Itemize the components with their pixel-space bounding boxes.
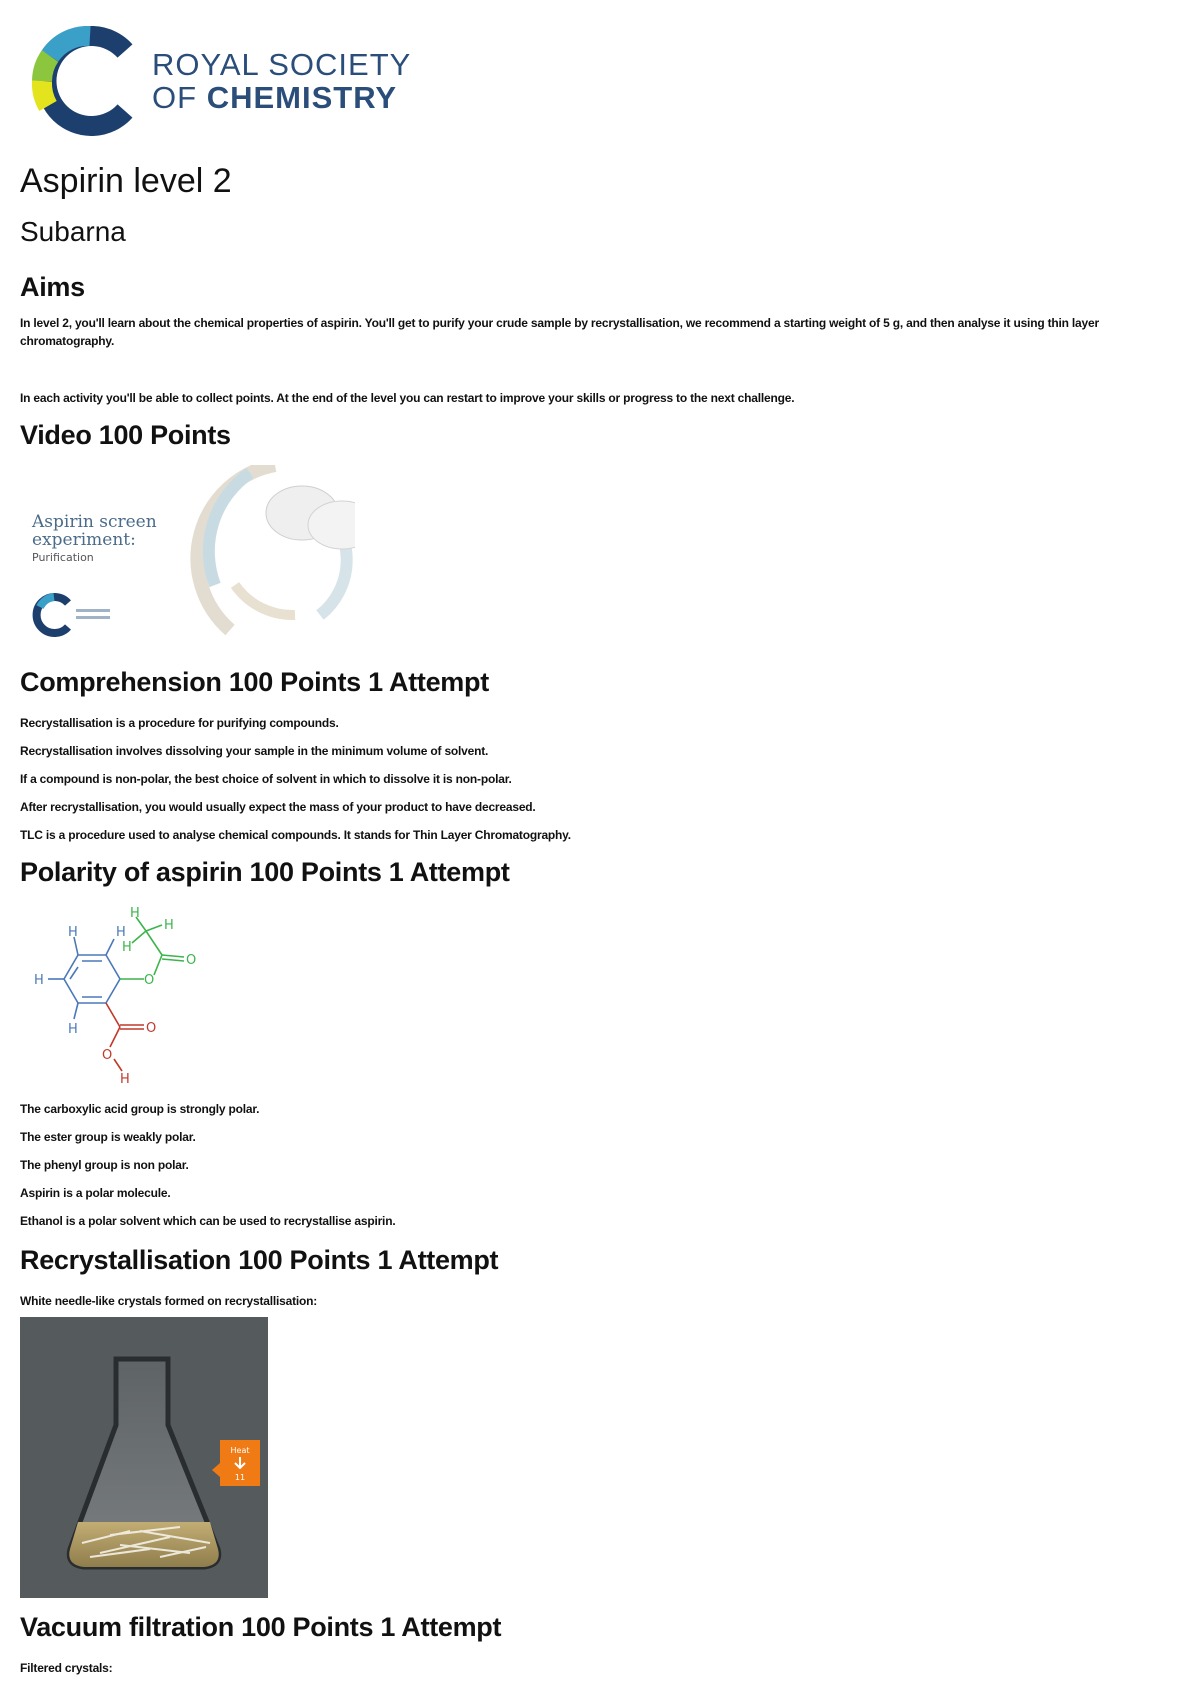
- vacuum-caption: Filtered crystals:: [20, 1661, 113, 1675]
- comprehension-heading: Comprehension 100 Points 1 Attempt: [20, 667, 489, 697]
- video-thumb-subtitle: Purification: [32, 551, 94, 564]
- comprehension-item: After recrystallisation, you would usually expect the mass of your product to have decreased.: [20, 800, 536, 814]
- comprehension-item: Recrystallisation involves dissolving your sample in the minimum volume of solvent.: [20, 744, 489, 758]
- polarity-heading: Polarity of aspirin 100 Points 1 Attempt: [20, 857, 510, 887]
- atom-o: O: [146, 1021, 157, 1036]
- video-thumb-title-line2: experiment:: [32, 530, 136, 550]
- page-title: Aspirin level 2: [20, 162, 232, 200]
- atom-o: O: [102, 1048, 113, 1063]
- rsc-logo: [30, 26, 430, 136]
- atom-h: H: [164, 918, 174, 933]
- recrystallisation-caption: White needle-like crystals formed on recrystallisation:: [20, 1294, 318, 1308]
- comprehension-item: If a compound is non-polar, the best choice of solvent in which to dissolve it is non-polar.: [20, 772, 512, 786]
- vacuum-heading: Vacuum filtration 100 Points 1 Attempt: [20, 1612, 502, 1642]
- logo-org-bold: CHEMISTRY: [206, 80, 398, 115]
- recrystallisation-flask-image: [20, 1317, 268, 1598]
- atom-h: H: [116, 925, 126, 940]
- rsc-logo-mark-icon: [30, 26, 140, 136]
- logo-org-prefix: OF: [152, 80, 198, 115]
- atom-h: H: [34, 973, 44, 988]
- aims-paragraph-1: In level 2, you'll learn about the chemical properties of aspirin. You'll get to purify your crude sample by recrystallisation, we recommend a starting weight of 5 g, and then analyse it using thin layer chromatography.: [20, 316, 1099, 348]
- polarity-item: The ester group is weakly polar.: [20, 1130, 196, 1144]
- polarity-item: The carboxylic acid group is strongly polar.: [20, 1102, 260, 1116]
- atom-o: O: [186, 953, 197, 968]
- logo-org-line1: ROYAL SOCIETY: [152, 47, 412, 82]
- logo-org-line2: [152, 81, 411, 114]
- atom-h: H: [68, 925, 78, 940]
- polarity-item: Ethanol is a polar solvent which can be used to recrystallise aspirin.: [20, 1214, 396, 1228]
- polarity-item: The phenyl group is non polar.: [20, 1158, 189, 1172]
- atom-h: H: [122, 940, 132, 955]
- video-heading: Video 100 Points: [20, 420, 231, 450]
- video-thumbnail[interactable]: [20, 465, 355, 655]
- heat-control-button[interactable]: [212, 1440, 260, 1486]
- comprehension-item: TLC is a procedure used to analyse chemical compounds. It stands for Thin Layer Chromatography.: [20, 828, 571, 842]
- atom-h: H: [68, 1022, 78, 1037]
- atom-h: H: [120, 1072, 130, 1085]
- aspirin-structure-diagram: [20, 905, 210, 1085]
- author-name: Subarna: [20, 216, 126, 247]
- recrystallisation-heading: Recrystallisation 100 Points 1 Attempt: [20, 1245, 499, 1275]
- aims-paragraph-2: In each activity you'll be able to collect points. At the end of the level you can restart to improve your skills or progress to the next challenge.: [20, 391, 795, 405]
- polarity-item: Aspirin is a polar molecule.: [20, 1186, 171, 1200]
- video-thumb-title-line1: Aspirin screen: [32, 512, 157, 532]
- atom-h: H: [130, 906, 140, 921]
- aims-heading: Aims: [20, 272, 85, 302]
- comprehension-item: Recrystallisation is a procedure for purifying compounds.: [20, 716, 339, 730]
- heat-label: Heat: [230, 1446, 250, 1455]
- atom-o: O: [144, 973, 155, 988]
- heat-value: 11: [234, 1473, 246, 1482]
